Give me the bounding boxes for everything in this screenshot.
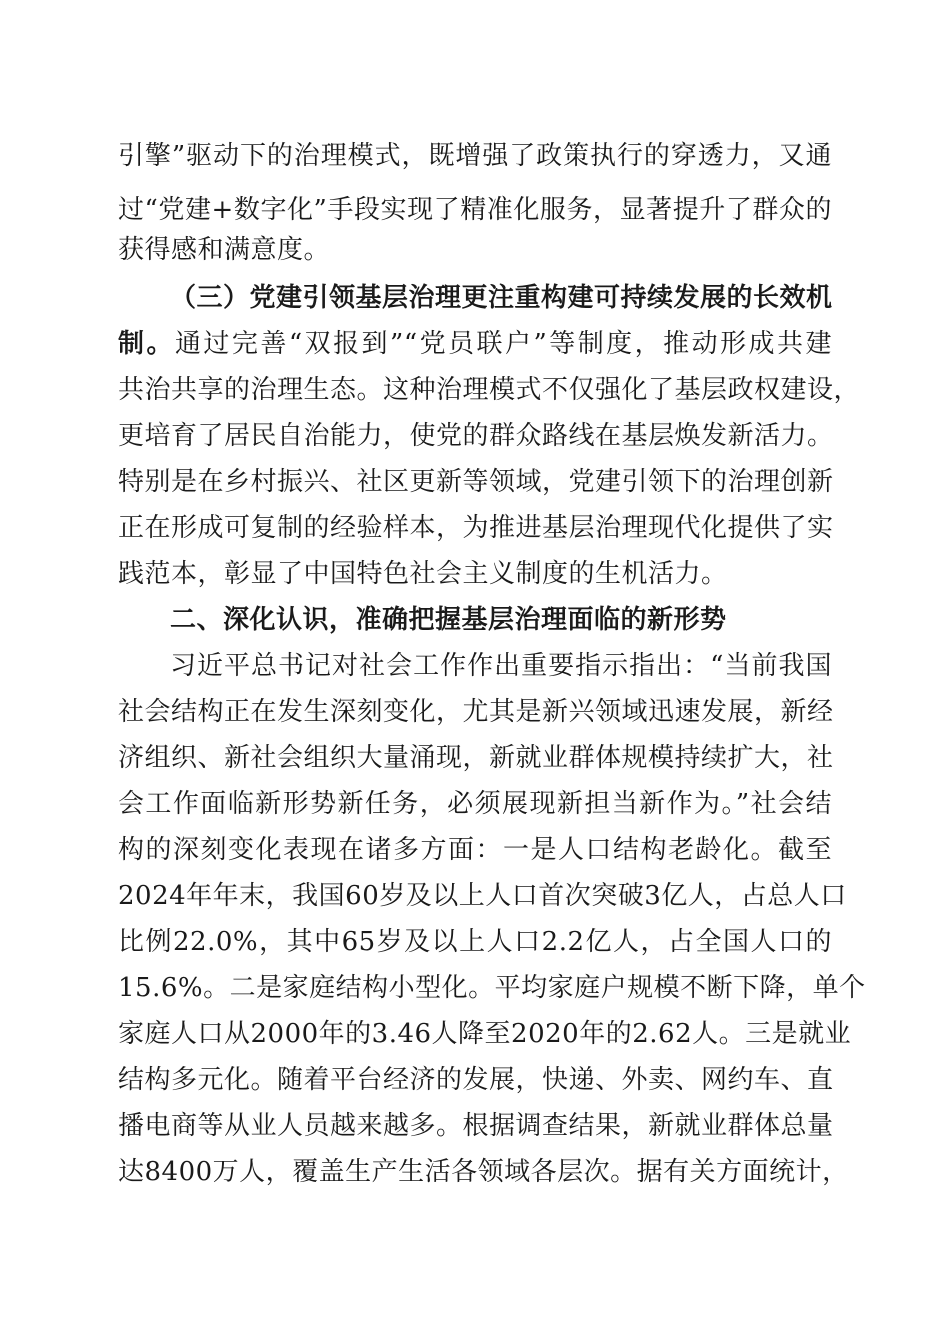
paragraph-lead-line: [118, 275, 832, 321]
paragraph-line: 践范本，彰显了中国特色社会主义制度的生机活力。: [118, 559, 728, 589]
paragraph-line: 习近平总书记对社会工作作出重要指示指出：“当前我国: [170, 651, 832, 681]
paragraph-text: 通过完善“双报到”“党员联户”等制度，推动形成共建: [174, 329, 832, 359]
paragraph-line: 济组织、新社会组织大量涌现，新就业群体规模持续扩大，社: [118, 743, 834, 773]
paragraph-line: 会工作面临新形势新任务，必须展现新担当新作为。”社会结: [118, 789, 832, 819]
paragraph-line: 更培育了居民自治能力，使党的群众路线在基层焕发新活力。: [118, 421, 834, 451]
paragraph-line: 构的深刻变化表现在诸多方面：一是人口结构老龄化。截至: [118, 835, 832, 865]
paragraph-line: [118, 321, 832, 367]
paragraph-lead-bold-cont: 制。: [118, 329, 175, 359]
paragraph-line: 播电商等从业人员越来越多。根据调查结果，新就业群体总量: [118, 1111, 834, 1141]
paragraph-line: 引擎”驱动下的治理模式，既增强了政策执行的穿透力，又通: [118, 141, 832, 171]
paragraph-line: 过“党建+数字化”手段实现了精准化服务，显著提升了群众的: [118, 195, 832, 225]
paragraph-line: 15.6%。二是家庭结构小型化。平均家庭户规模不断下降，单个: [118, 973, 866, 1003]
paragraph-line: 社会结构正在发生深刻变化，尤其是新兴领域迅速发展，新经: [118, 697, 834, 727]
paragraph-line: 家庭人口从2000年的3.46人降至2020年的2.62人。三是就业: [118, 1019, 852, 1049]
paragraph-line: 结构多元化。随着平台经济的发展，快递、外卖、网约车、直: [118, 1065, 834, 1095]
paragraph-line: 达8400万人，覆盖生产生活各领域各层次。据有关方面统计，: [118, 1157, 849, 1187]
paragraph-lead-bold: （三）党建引领基层治理更注重构建可持续发展的长效机: [170, 283, 833, 313]
paragraph-line: 获得感和满意度。: [118, 235, 331, 265]
section-heading: 二、深化认识，准确把握基层治理面临的新形势: [170, 605, 727, 635]
paragraph-line: 正在形成可复制的经验样本，为推进基层治理现代化提供了实: [118, 513, 834, 543]
paragraph-line: 比例22.0%，其中65岁及以上人口2.2亿人，占全国人口的: [118, 927, 832, 957]
paragraph-line: 2024年年末，我国60岁及以上人口首次突破3亿人，占总人口: [118, 881, 847, 911]
paragraph-line: 特别是在乡村振兴、社区更新等领域，党建引领下的治理创新: [118, 467, 834, 497]
paragraph-line: 共治共享的治理生态。这种治理模式不仅强化了基层政权建设，: [118, 375, 861, 405]
